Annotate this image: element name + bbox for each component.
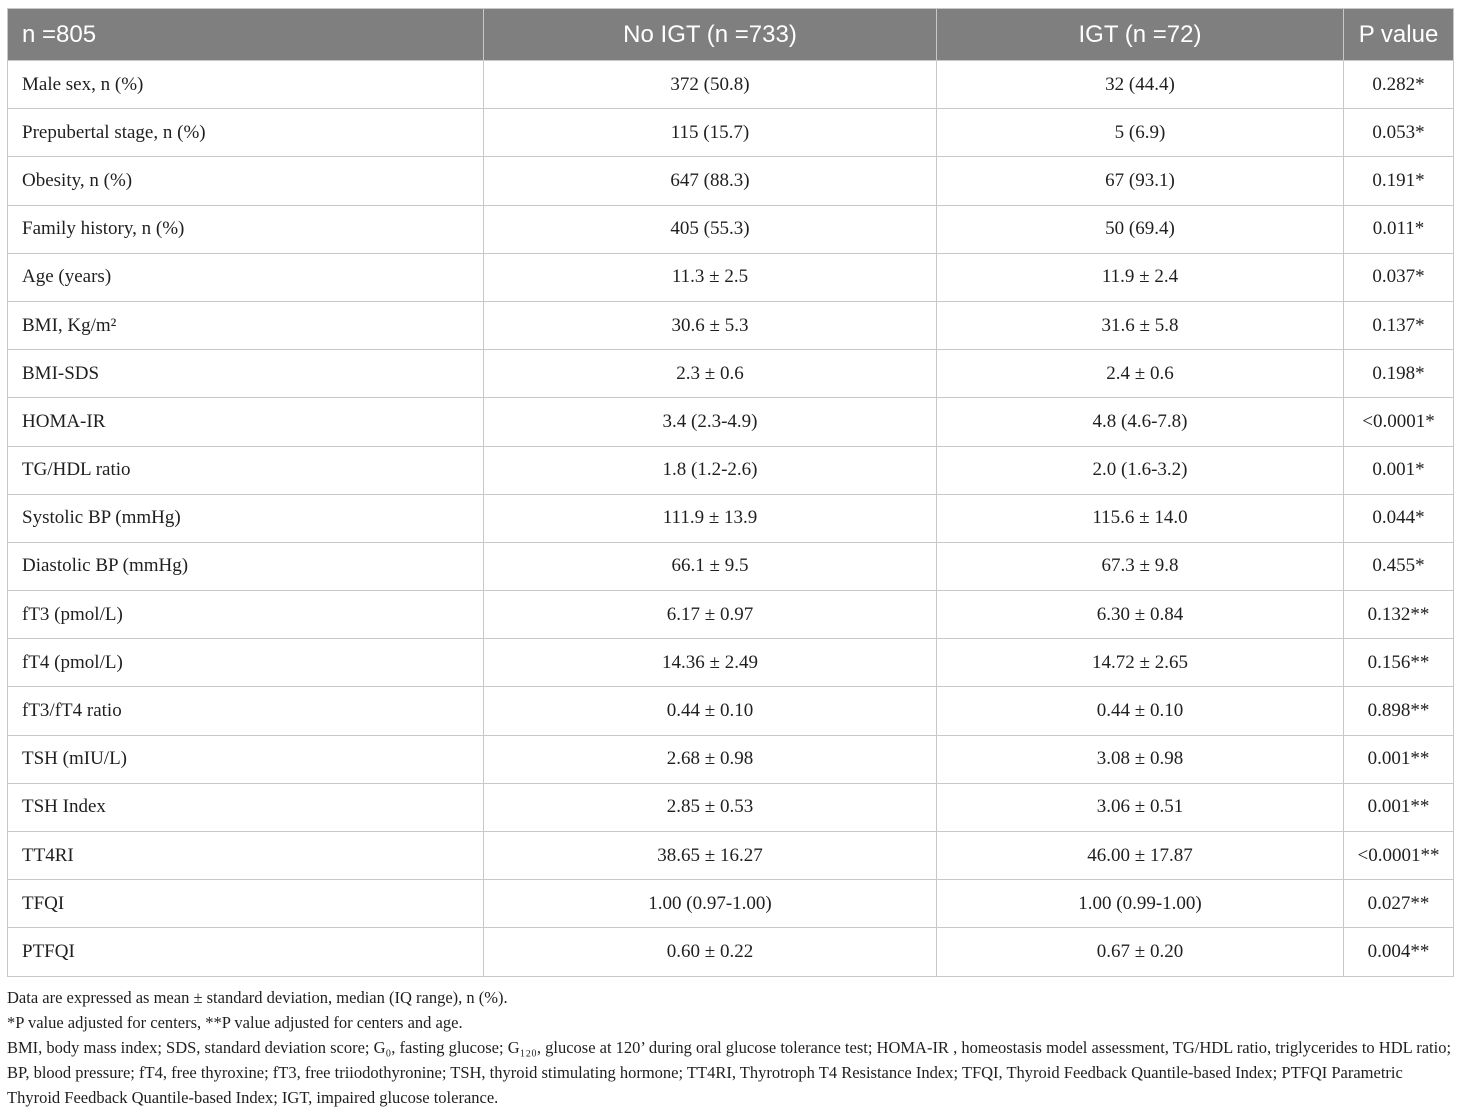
- footnote-data-expression: Data are expressed as mean ± standard deviation, median (IQ range), n (%).: [7, 988, 508, 1007]
- igt-value-cell: 11.9 ± 2.4: [937, 253, 1344, 301]
- igt-value-cell: 5 (6.9): [937, 109, 1344, 157]
- row-label-cell: Prepubertal stage, n (%): [8, 109, 484, 157]
- table-row: [8, 350, 1454, 398]
- table-row: [8, 157, 1454, 205]
- header-cell-n: n =805: [8, 9, 484, 61]
- igt-value-cell: 67 (93.1): [937, 157, 1344, 205]
- no-igt-value-cell: 6.17 ± 0.97: [484, 591, 937, 639]
- no-igt-value-cell: 11.3 ± 2.5: [484, 253, 937, 301]
- igt-value-cell: 67.3 ± 9.8: [937, 542, 1344, 590]
- table-header-row: [8, 9, 1454, 61]
- row-label-cell: Male sex, n (%): [8, 61, 484, 109]
- igt-value-cell: 115.6 ± 14.0: [937, 494, 1344, 542]
- table-row: [8, 880, 1454, 928]
- no-igt-value-cell: 3.4 (2.3-4.9): [484, 398, 937, 446]
- p-value-cell: 0.137*: [1344, 301, 1454, 349]
- table-row: [8, 205, 1454, 253]
- no-igt-value-cell: 14.36 ± 2.49: [484, 639, 937, 687]
- p-value-cell: <0.0001**: [1344, 832, 1454, 880]
- row-label-cell: Family history, n (%): [8, 205, 484, 253]
- header-cell-no-igt: No IGT (n =733): [484, 9, 937, 61]
- table-row: [8, 687, 1454, 735]
- table-row: [8, 301, 1454, 349]
- no-igt-value-cell: 30.6 ± 5.3: [484, 301, 937, 349]
- igt-value-cell: 32 (44.4): [937, 61, 1344, 109]
- igt-value-cell: 14.72 ± 2.65: [937, 639, 1344, 687]
- p-value-cell: 0.027**: [1344, 880, 1454, 928]
- table-row: [8, 253, 1454, 301]
- igt-value-cell: 2.0 (1.6-3.2): [937, 446, 1344, 494]
- no-igt-value-cell: 405 (55.3): [484, 205, 937, 253]
- table-row: [8, 109, 1454, 157]
- p-value-cell: 0.001*: [1344, 446, 1454, 494]
- igt-value-cell: 31.6 ± 5.8: [937, 301, 1344, 349]
- table-row: [8, 639, 1454, 687]
- igt-value-cell: 46.00 ± 17.87: [937, 832, 1344, 880]
- igt-value-cell: 0.44 ± 0.10: [937, 687, 1344, 735]
- p-value-cell: 0.053*: [1344, 109, 1454, 157]
- row-label-cell: Obesity, n (%): [8, 157, 484, 205]
- table-body: [8, 61, 1454, 977]
- no-igt-value-cell: 0.44 ± 0.10: [484, 687, 937, 735]
- row-label-cell: TFQI: [8, 880, 484, 928]
- p-value-cell: 0.001**: [1344, 783, 1454, 831]
- p-value-cell: 0.156**: [1344, 639, 1454, 687]
- footnote-abbreviations: BMI, body mass index; SDS, standard deviation score; G₀, fasting glucose; G₁₂₀, glucose at 120’ during oral glucose tolerance test; HOMA-IR , homeostasis model assessment, TG/HDL ratio, triglycerides to HDL ratio; BP, blood pressure; fT4, free thyroxine; fT3, free triiodothyronine; TSH, thyroid stimulating hormone; TT4RI, Thyrotroph T4 Resistance Index; TFQI, Thyroid Feedback Quantile-based Index; PTFQI Parametric Thyroid Feedback Quantile-based Index; IGT, impaired glucose tolerance.: [7, 1038, 1452, 1107]
- footnote-p-value-adjustment: *P value adjusted for centers, **P value adjusted for centers and age.: [7, 1013, 463, 1032]
- igt-value-cell: 50 (69.4): [937, 205, 1344, 253]
- igt-value-cell: 1.00 (0.99-1.00): [937, 880, 1344, 928]
- table-header: [8, 9, 1454, 61]
- data-table: [7, 8, 1454, 977]
- p-value-cell: <0.0001*: [1344, 398, 1454, 446]
- row-label-cell: Systolic BP (mmHg): [8, 494, 484, 542]
- table-row: [8, 735, 1454, 783]
- header-cell-igt: IGT (n =72): [937, 9, 1344, 61]
- table-row: [8, 832, 1454, 880]
- igt-value-cell: 0.67 ± 0.20: [937, 928, 1344, 976]
- table-row: [8, 783, 1454, 831]
- data-table-container: [7, 8, 1453, 977]
- table-row: [8, 446, 1454, 494]
- table-row: [8, 542, 1454, 590]
- row-label-cell: TG/HDL ratio: [8, 446, 484, 494]
- header-cell-p-value: P value: [1344, 9, 1454, 61]
- table-row: [8, 591, 1454, 639]
- table-row: [8, 928, 1454, 976]
- p-value-cell: 0.004**: [1344, 928, 1454, 976]
- igt-value-cell: 3.08 ± 0.98: [937, 735, 1344, 783]
- p-value-cell: 0.455*: [1344, 542, 1454, 590]
- row-label-cell: TSH Index: [8, 783, 484, 831]
- row-label-cell: TSH (mIU/L): [8, 735, 484, 783]
- igt-value-cell: 3.06 ± 0.51: [937, 783, 1344, 831]
- no-igt-value-cell: 2.85 ± 0.53: [484, 783, 937, 831]
- p-value-cell: 0.282*: [1344, 61, 1454, 109]
- row-label-cell: BMI, Kg/m²: [8, 301, 484, 349]
- row-label-cell: HOMA-IR: [8, 398, 484, 446]
- row-label-cell: fT3/fT4 ratio: [8, 687, 484, 735]
- p-value-cell: 0.044*: [1344, 494, 1454, 542]
- p-value-cell: 0.037*: [1344, 253, 1454, 301]
- no-igt-value-cell: 647 (88.3): [484, 157, 937, 205]
- row-label-cell: TT4RI: [8, 832, 484, 880]
- row-label-cell: Age (years): [8, 253, 484, 301]
- no-igt-value-cell: 2.3 ± 0.6: [484, 350, 937, 398]
- no-igt-value-cell: 111.9 ± 13.9: [484, 494, 937, 542]
- no-igt-value-cell: 1.8 (1.2-2.6): [484, 446, 937, 494]
- no-igt-value-cell: 1.00 (0.97-1.00): [484, 880, 937, 928]
- p-value-cell: 0.011*: [1344, 205, 1454, 253]
- igt-value-cell: 6.30 ± 0.84: [937, 591, 1344, 639]
- no-igt-value-cell: 0.60 ± 0.22: [484, 928, 937, 976]
- no-igt-value-cell: 115 (15.7): [484, 109, 937, 157]
- row-label-cell: BMI-SDS: [8, 350, 484, 398]
- row-label-cell: Diastolic BP (mmHg): [8, 542, 484, 590]
- no-igt-value-cell: 66.1 ± 9.5: [484, 542, 937, 590]
- row-label-cell: PTFQI: [8, 928, 484, 976]
- row-label-cell: fT3 (pmol/L): [8, 591, 484, 639]
- table-footnotes: [7, 985, 1453, 1110]
- p-value-cell: 0.001**: [1344, 735, 1454, 783]
- table-row: [8, 398, 1454, 446]
- igt-value-cell: 4.8 (4.6-7.8): [937, 398, 1344, 446]
- p-value-cell: 0.191*: [1344, 157, 1454, 205]
- table-row: [8, 61, 1454, 109]
- p-value-cell: 0.198*: [1344, 350, 1454, 398]
- no-igt-value-cell: 2.68 ± 0.98: [484, 735, 937, 783]
- no-igt-value-cell: 38.65 ± 16.27: [484, 832, 937, 880]
- p-value-cell: 0.898**: [1344, 687, 1454, 735]
- row-label-cell: fT4 (pmol/L): [8, 639, 484, 687]
- p-value-cell: 0.132**: [1344, 591, 1454, 639]
- table-row: [8, 494, 1454, 542]
- igt-value-cell: 2.4 ± 0.6: [937, 350, 1344, 398]
- no-igt-value-cell: 372 (50.8): [484, 61, 937, 109]
